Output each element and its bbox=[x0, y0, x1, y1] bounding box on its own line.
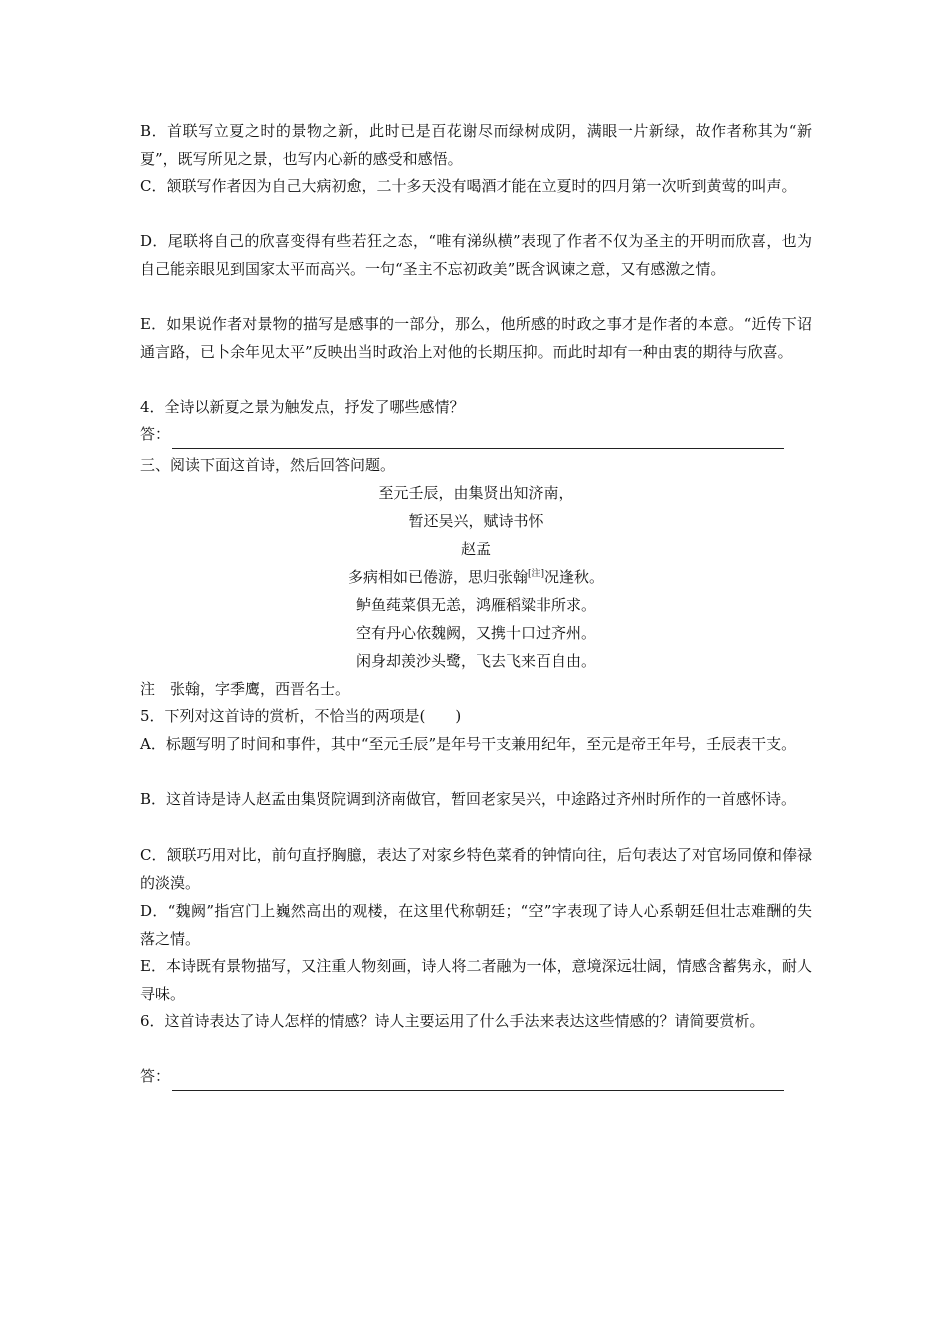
answer-line-4[interactable] bbox=[172, 428, 784, 449]
poem-line-1-tail: 况逢秋。 bbox=[544, 568, 605, 586]
q5-option-a: A．标题写明了时间和事件，其中“至元壬辰”是年号干支兼用纪年，至元是帝王年号，壬辰表干支。 bbox=[140, 735, 797, 753]
answer-row-6 bbox=[140, 1063, 784, 1091]
q5-option-e: E．本诗既有景物描写，又注重人物刻画，诗人将二者融为一体，意境深远壮阔，情感含蓄隽永，耐人寻味。 bbox=[140, 957, 812, 1003]
question-4: 4．全诗以新夏之景为触发点，抒发了哪些感情？ bbox=[140, 398, 465, 416]
poem-line-1-text: 多病相如已倦游，思归张翰 bbox=[347, 568, 528, 586]
answer-line-6[interactable] bbox=[172, 1070, 784, 1091]
option-b-text: B．首联写立夏之时的景物之新，此时已是百花谢尽而绿树成阴，满眼一片新绿，故作者称其为“新夏”，既写所见之景，也写内心新的感受和感悟。 bbox=[140, 122, 812, 168]
poem-author: 赵孟 bbox=[460, 540, 491, 558]
poem-title-line-1: 至元壬辰，由集贤出知济南， bbox=[378, 484, 574, 502]
option-e-text: E．如果说作者对景物的描写是感事的一部分，那么，他所感的时政之事才是作者的本意。“近传下诏通言路，已卜余年见太平”反映出当时政治上对他的长期压抑。而此时却有一种由衷的期待与欣喜。 bbox=[140, 315, 812, 361]
answer-label: 答： bbox=[140, 1067, 171, 1085]
question-6: 6．这首诗表达了诗人怎样的情感？诗人主要运用了什么手法来表达这些情感的？请简要赏析。 bbox=[140, 1012, 765, 1030]
section-3-heading: 三、阅读下面这首诗，然后回答问题。 bbox=[140, 456, 396, 474]
question-5: 5．下列对这首诗的赏析，不恰当的两项是( ) bbox=[140, 707, 462, 725]
poem-title-line-2: 暂还吴兴，赋诗书怀 bbox=[408, 512, 544, 530]
poem-line-1 bbox=[140, 564, 812, 592]
note-marker: [注] bbox=[527, 569, 545, 579]
poem-line-2: 鲈鱼莼菜俱无恙，鸿雁稻粱非所求。 bbox=[355, 596, 596, 614]
poem-line-3: 空有丹心依魏阙，又携十口过齐州。 bbox=[355, 624, 596, 642]
q5-option-b: B．这首诗是诗人赵孟由集贤院调到济南做官，暂回老家吴兴，中途路过齐州时所作的一首感怀诗。 bbox=[140, 790, 797, 808]
option-c-text: C．颔联写作者因为自己大病初愈，二十多天没有喝酒才能在立夏时的四月第一次听到黄莺的叫声。 bbox=[140, 177, 797, 195]
answer-row-4 bbox=[140, 421, 784, 449]
poem-line-4: 闲身却羡沙头鹭，飞去飞来百自由。 bbox=[355, 652, 596, 670]
answer-label: 答： bbox=[140, 425, 171, 443]
q5-option-d: D．“魏阙”指宫门上巍然高出的观楼，在这里代称朝廷；“空”字表现了诗人心系朝廷但壮志难酬的失落之情。 bbox=[140, 902, 812, 948]
q5-option-c: C．颔联巧用对比，前句直抒胸臆，表达了对家乡特色菜肴的钟情向往，后句表达了对官场同僚和俸禄的淡漠。 bbox=[140, 846, 812, 892]
option-d-text: D．尾联将自己的欣喜变得有些若狂之态，“唯有涕纵横”表现了作者不仅为圣主的开明而欣喜，也为自己能亲眼见到国家太平而高兴。一句“圣主不忘初政美”既含讽谏之意，又有感激之情。 bbox=[140, 232, 812, 278]
poem-note: 注 张翰，字季鹰，西晋名士。 bbox=[140, 680, 351, 698]
